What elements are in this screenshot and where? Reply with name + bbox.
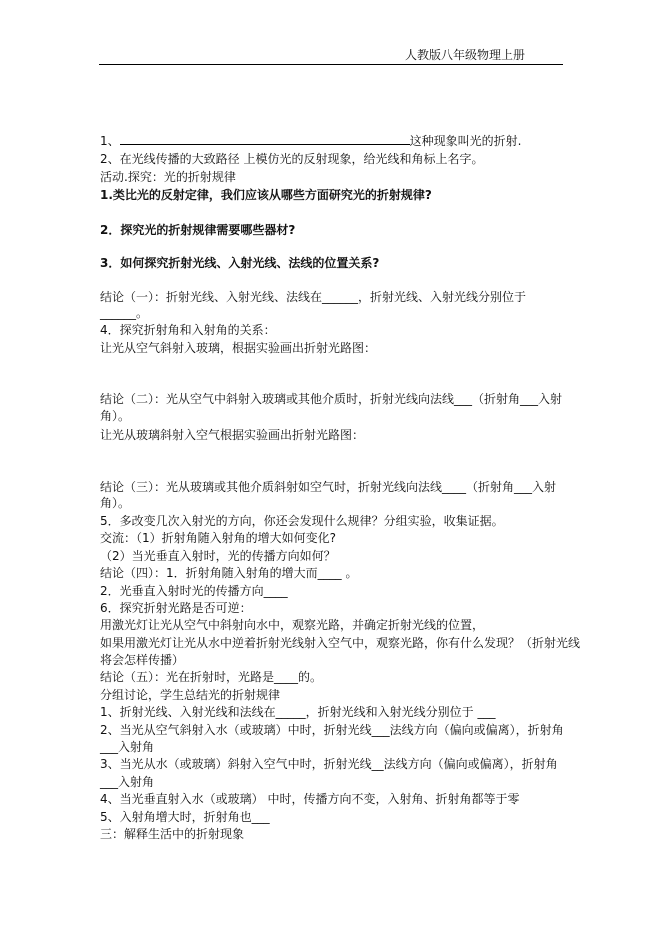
line-6: 3．如何探究折射光线、入射光线、法线的位置关系?	[100, 256, 380, 270]
line-19: 结论（四）：1．折射角随入射角的增大而____ 。	[100, 566, 358, 580]
line-17: 交流：（1）折射角随入射角的增大如何变化?	[100, 531, 337, 545]
line-11: 结论（二）：光从空气中斜射入玻璃或其他介质时，折射光线向法线___（折射角___入射	[100, 392, 563, 406]
line-3: 活动.探究：光的折射规律	[100, 170, 236, 184]
line-26: 分组讨论，学生总结光的折射规律	[100, 688, 281, 702]
line-21: 6．探究折射光路是否可逆：	[100, 601, 252, 615]
line-20: 2．光垂直入射时光的传播方向____	[100, 584, 288, 598]
line-1-pre: 1、	[100, 134, 120, 148]
line-25: 结论（五）：光在折射时，光路是____的。	[100, 670, 323, 684]
line-15: 角）。	[100, 496, 131, 510]
fill-in-blank	[120, 133, 410, 145]
line-32: 4、当光垂直射入水（或玻璃） 中时，传播方向不变，入射角、折射角都等于零	[100, 792, 520, 806]
line-8: ______。	[100, 306, 149, 320]
line-29: ___入射角	[100, 740, 155, 754]
line-22: 用激光灯让光从空气中斜射向水中，观察光路，并确定折射光线的位置，	[100, 618, 485, 632]
line-12: 角）。	[100, 409, 131, 423]
line-28: 2、当光从空气斜射入水（或玻璃）中时，折射光线___法线方向（偏向或偏离），折射角	[100, 723, 564, 737]
line-1	[100, 133, 521, 149]
line-13: 让光从玻璃斜射入空气根据实验画出折射光路图：	[100, 428, 365, 442]
line-14: 结论（三）：光从玻璃或其他介质斜射如空气时，折射光线向法线____（折射角___入射	[100, 480, 557, 494]
line-31: ___入射角	[100, 775, 155, 789]
line-23: 如果用激光灯让光从水中逆着折射光线射入空气中，观察光路，你有什么发现？（折射光线	[100, 636, 581, 650]
line-5: 2．探究光的折射规律需要哪些器材?	[100, 223, 296, 237]
line-2: 2、在光线传播的大致路径 上模仿光的反射现象，给光线和角标上名字。	[100, 152, 484, 166]
line-18: （2）当光垂直入射时，光的传播方向如何？	[100, 549, 336, 563]
line-27: 1、折射光线、入射光线和法线在_____，折射光线和入射光线分别位于 ___	[100, 705, 496, 719]
header-title: 人教版八年级物理上册	[404, 48, 525, 62]
line-24: 将会怎样传播）	[100, 653, 185, 667]
line-1-post: 这种现象叫光的折射.	[409, 134, 522, 148]
line-34: 三：解释生活中的折射现象	[100, 827, 245, 841]
line-33: 5、入射角增大时，折射角也___	[100, 810, 270, 824]
page-header	[99, 48, 563, 65]
line-4: 1.类比光的反射定律，我们应该从哪些方面研究光的折射规律?	[100, 188, 432, 202]
line-10: 让光从空气斜射入玻璃，根据实验画出折射光路图：	[100, 341, 377, 355]
line-9: 4．探究折射角和入射角的关系：	[100, 323, 276, 337]
line-7: 结论（一）：折射光线、入射光线、法线在______，折射光线、入射光线分别位于	[100, 290, 527, 304]
line-30: 3、当光从水（或玻璃）斜射入空气中时，折射光线__法线方向（偏向或偏离），折射角	[100, 757, 558, 771]
line-16: 5．多改变几次入射光的方向，你还会发现什么规律？分组实验，收集证据。	[100, 514, 504, 528]
